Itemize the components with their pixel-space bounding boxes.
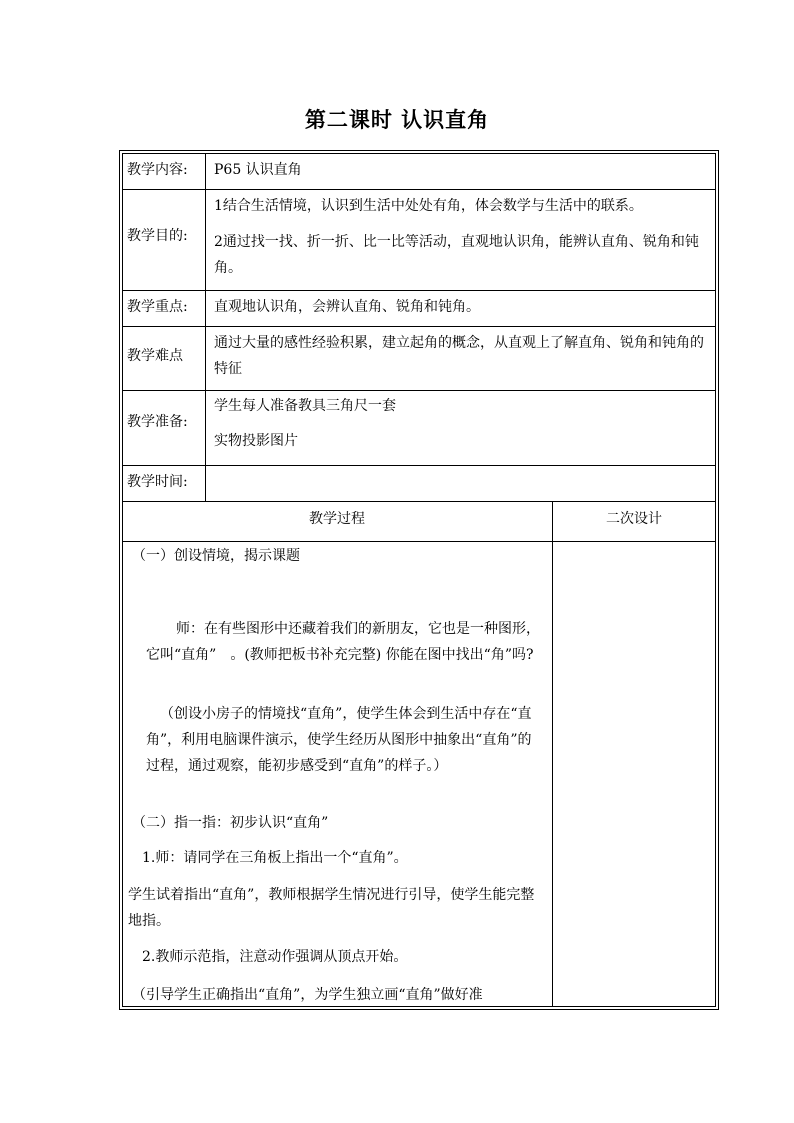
prep-item: 实物投影图片 [214,433,298,449]
row-divider [122,189,716,190]
key-points-label: 教学重点: [127,299,188,315]
prep-label: 教学准备: [127,414,188,430]
prep-item: 学生每人准备教具三角尺一套 [214,398,396,414]
label-column-divider [205,153,206,501]
process-paragraph: 2.教师示范指，注意动作强调从顶点开始。 [142,949,408,965]
goals-label: 教学目的: [127,228,188,244]
process-paragraph: （创设小房子的情境找“直角”，使学生体会到生活中存在“直角”，利用电脑课件演示，使学生经历从图形中抽象出“直角”的过程，通过观察，能初步感受到“直角”的样子。） [146,706,532,774]
process-paragraph: （一）创设情境，揭示课题 [132,548,300,564]
key-points-value: 直观地认识角，会辨认直角、锐角和钝角。 [214,299,480,315]
process-header: 教学过程 [309,511,365,527]
content-label: 教学内容: [127,162,188,178]
process-paragraph: （二）指一指：初步认识“直角” [132,815,329,831]
lesson-table [122,153,716,1007]
row-divider [122,465,716,466]
difficulty-label: 教学难点 [127,348,183,364]
content-value: P65 认识直角 [214,162,302,178]
time-label: 教学时间: [127,474,188,490]
process-paragraph: （引导学生正确指出“直角”，为学生独立画“直角”做好准 [132,987,483,1003]
row-divider [122,541,716,542]
goal-item: 2通过找一找、折一折、比一比等活动，直观地认识角，能辨认直角、锐角和钝角。 [214,234,699,276]
process-paragraph: 师：在有些图形中还藏着我们的新朋友，它也是一种图形，它叫“直角” 。(教师把板书补充完整) 你能在图中找出“角”吗? [146,621,540,663]
process-paragraph: 学生试着指出“直角”，教师根据学生情况进行引导，使学生能完整地指。 [128,887,535,929]
revision-header: 二次设计 [606,511,662,527]
goal-item: 1结合生活情境，认识到生活中处处有角，体会数学与生活中的联系。 [214,198,643,214]
row-divider [122,501,716,502]
process-paragraph: 1.师：请同学在三角板上指出一个“直角”。 [142,850,408,866]
row-divider [122,326,716,327]
page-title: 第二课时 认识直角 [304,107,490,132]
difficulty-value: 通过大量的感性经验积累，建立起角的概念，从直观上了解直角、锐角和钝角的特征 [214,335,704,377]
row-divider [122,290,716,291]
process-column-divider [552,501,553,1007]
row-divider [122,390,716,391]
